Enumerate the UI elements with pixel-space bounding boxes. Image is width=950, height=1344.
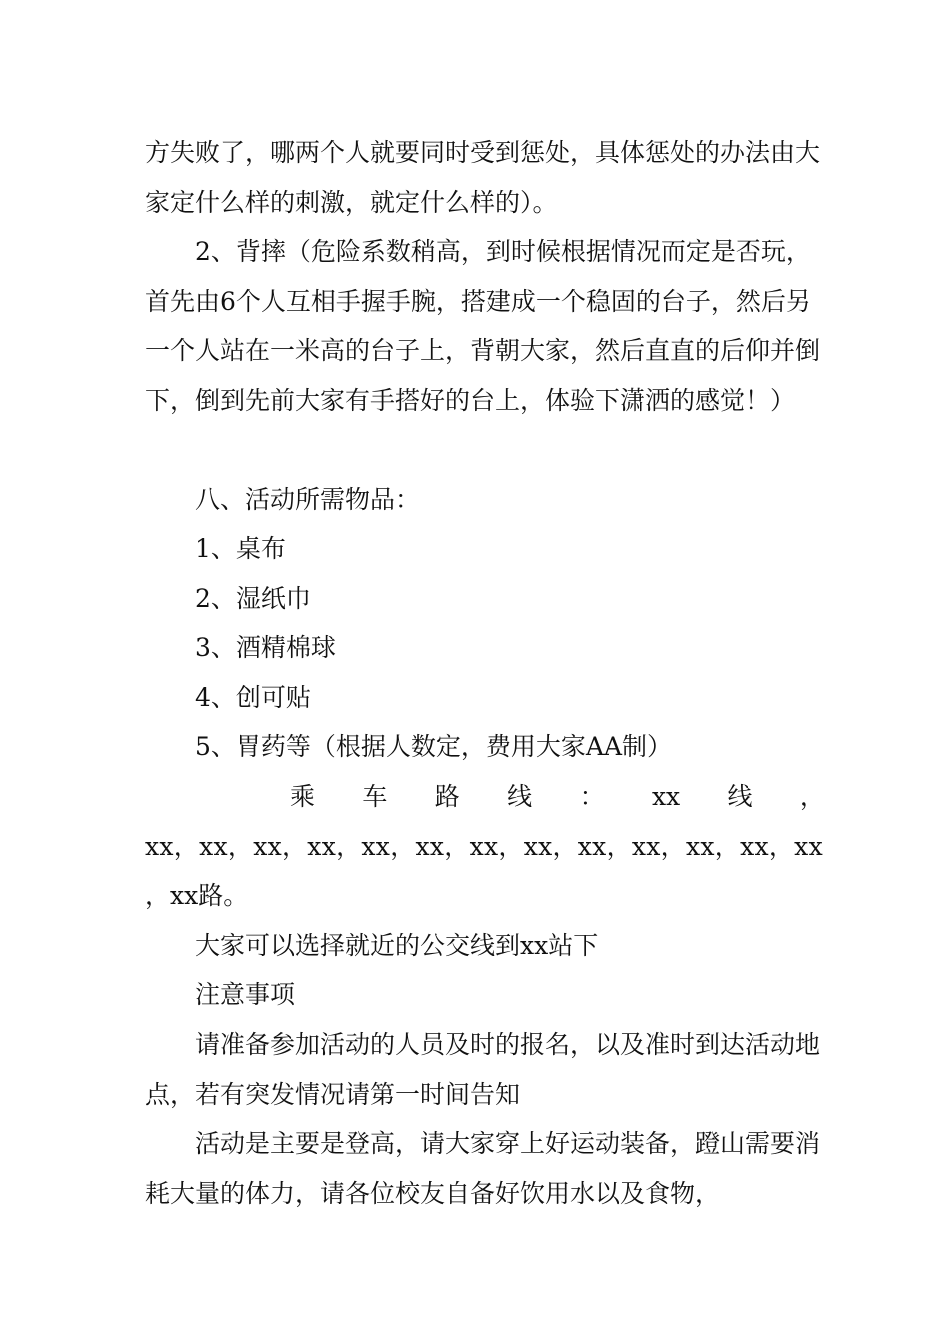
supply-item: 4、创可贴 [195,683,311,712]
section-heading-supplies: 八、活动所需物品： [195,485,421,514]
supply-item: 1、桌布 [195,534,286,563]
bus-note: 大家可以选择就近的公交线到xx站下 [195,931,599,960]
supply-item: 3、酒精棉球 [195,633,336,662]
route-word: ： [579,782,605,811]
route-stops-end: ，xx路。 [145,881,249,910]
paragraph-equipment: 活动是主要是登高，请大家穿上好运动装备，蹬山需要消耗大量的体力，请各位校友自备好饮用水以及食物， [145,1129,821,1208]
supply-item: 5、胃药等（根据人数定，费用大家AA制） [195,732,673,761]
paragraph-penalty-rule: 方失败了，哪两个人就要同时受到惩处，具体惩处的办法由大家定什么样的刺激，就定什么样的）。 [145,138,821,217]
route-word: ， [799,782,825,811]
route-word: 线 [727,782,753,811]
route-word: 路 [434,782,460,811]
route-word: 乘 [290,782,316,811]
route-word: xx [651,782,681,811]
paragraph-registration: 请准备参加活动的人员及时的报名，以及准时到达活动地点，若有突发情况请第一时间告知 [145,1030,821,1109]
notes-heading: 注意事项 [195,980,296,1009]
route-word: 线 [507,782,533,811]
route-line-justified [290,772,825,822]
route-word: 车 [362,782,388,811]
supply-item: 2、湿纸巾 [195,584,311,613]
paragraph-trust-fall: 2、背摔（危险系数稍高，到时候根据情况而定是否玩，首先由6个人互相手握手腕，搭建成一个稳固的台子，然后另一个人站在一米高的台子上，背朝大家，然后直直的后仰并倒下，倒到先前大家有手搭好的台上，体验下潇洒的感觉！） [145,237,821,415]
route-stops: xx，xx，xx，xx，xx，xx，xx，xx，xx，xx，xx，xx，xx [145,832,823,861]
